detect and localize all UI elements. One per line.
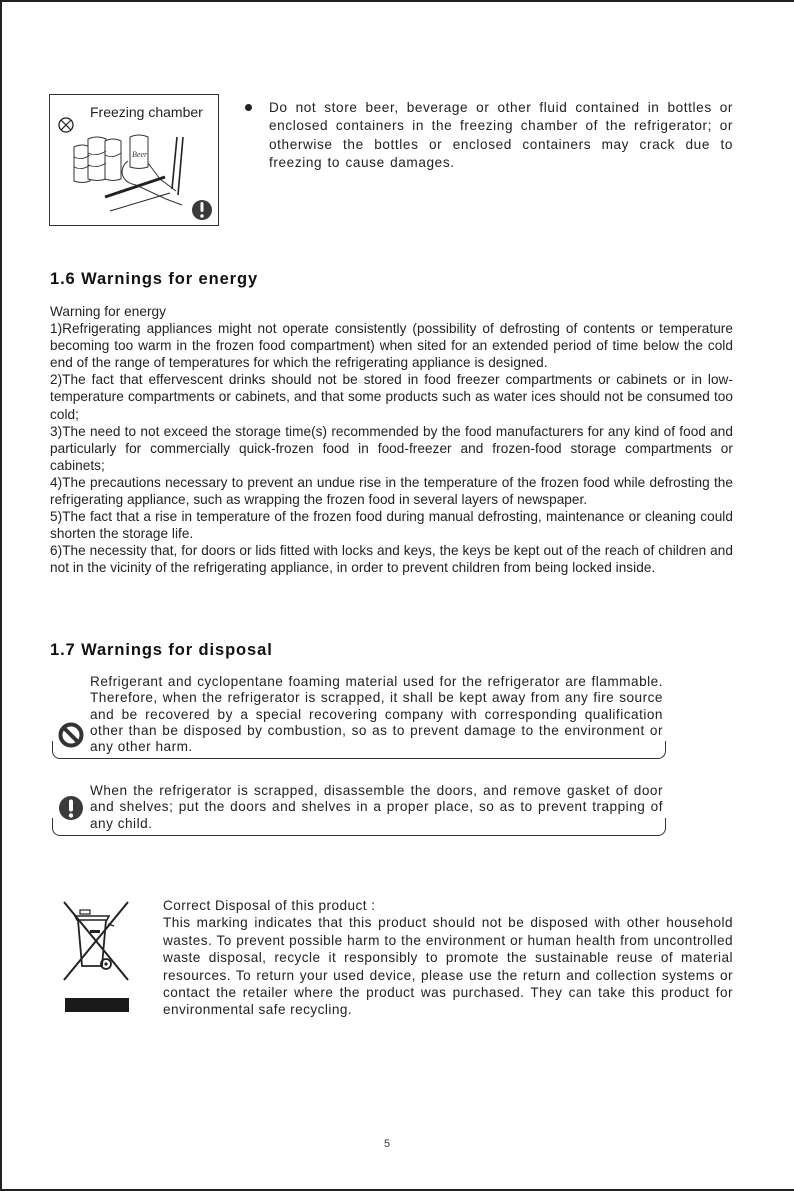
energy-item: 6)The necessity that, for doors or lids fitted with locks and keys, the keys be kept out of the reach of children and not in the vicinity of the refrigerating appliance, in order to prevent children from being locked inside. [50, 543, 733, 576]
energy-warnings [50, 303, 733, 577]
section-title-disposal: 1.7 Warnings for disposal [50, 641, 273, 659]
callout-child-trapping [52, 783, 666, 832]
correct-disposal [163, 897, 733, 1019]
energy-intro: Warning for energy [50, 304, 166, 319]
crossed-out-wheelie-bin-icon [62, 898, 134, 1013]
energy-item: 2)The fact that effervescent drinks should not be stored in food freezer compartments or cabinets or in low-temperature compartments or cabinets, and that some products such as water ices should not be consumed too cold; [50, 372, 733, 422]
freezing-warning-text: Do not store beer, beverage or other fluid contained in bottles or enclosed containers in the freezing chamber of the refrigerator; or otherwise the bottles or enclosed containers may crack due to freezing to cause damages. [269, 100, 733, 170]
energy-item: 5)The fact that a rise in temperature of the frozen food during manual defrosting, maintenance or cleaning could shorten the storage life. [50, 509, 733, 542]
callout-flammable [52, 674, 666, 755]
svg-text:Beer: Beer [132, 150, 148, 159]
disposal-heading: Correct Disposal of this product : [163, 898, 376, 913]
beer-bottles-drawing [50, 95, 220, 227]
bullet-icon [245, 104, 252, 111]
callout-bracket [52, 741, 666, 759]
callout-text: When the refrigerator is scrapped, disassemble the doors, and remove gasket of door and shelves; put the doors and shelves in a proper place, so as to prevent trapping of any child. [90, 783, 663, 831]
exclamation-icon [58, 795, 84, 821]
freezing-chamber-illustration [49, 94, 219, 226]
disposal-text: This marking indicates that this product should not be disposed with other household wastes. To prevent possible harm to the environment or human health from uncontrolled waste disposal, recycle it responsibly to promote the sustainable reuse of material resources. To return your used device, please use the return and collection systems or contact the retailer where the product was purchased. They can take this product for environmental safe recycling. [163, 915, 733, 1018]
callout-text: Refrigerant and cyclopentane foaming material used for the refrigerator are flammable. Therefore, when the refrigerator is scrapped, it shall be kept away from any fire source and be recovered by a special recovering company with corresponding qualification other than be disposed by combustion, so as to prevent damage to the environment or any other harm. [90, 674, 663, 755]
page-number: 5 [384, 1138, 391, 1150]
prohibited-x-icon [59, 118, 73, 132]
energy-item: 3)The need to not exceed the storage time(s) recommended by the food manufacturers for any kind of food and particularly for commercially quick-frozen food in food-freezer and frozen-food storage compartments or cabinets; [50, 423, 733, 473]
freezing-warning [245, 99, 733, 172]
section-title-energy: 1.6 Warnings for energy [50, 270, 259, 288]
callout-bracket [52, 818, 666, 836]
illustration-caption: Freezing chamber [90, 104, 203, 120]
energy-item: 4)The precautions necessary to prevent an undue rise in the temperature of the frozen food while defrosting the refrigerating appliance, such as wrapping the frozen food in several layers of newspaper. [50, 474, 733, 508]
exclamation-icon [192, 200, 212, 220]
prohibited-icon [58, 722, 84, 748]
energy-item: 1)Refrigerating appliances might not operate consistently (possibility of defrosting of contents or temperature becoming too warm in the frozen food compartment) when sited for an extended period of time below the cold end of the range of temperatures for which the refrigerating appliance is designed. [50, 321, 733, 371]
